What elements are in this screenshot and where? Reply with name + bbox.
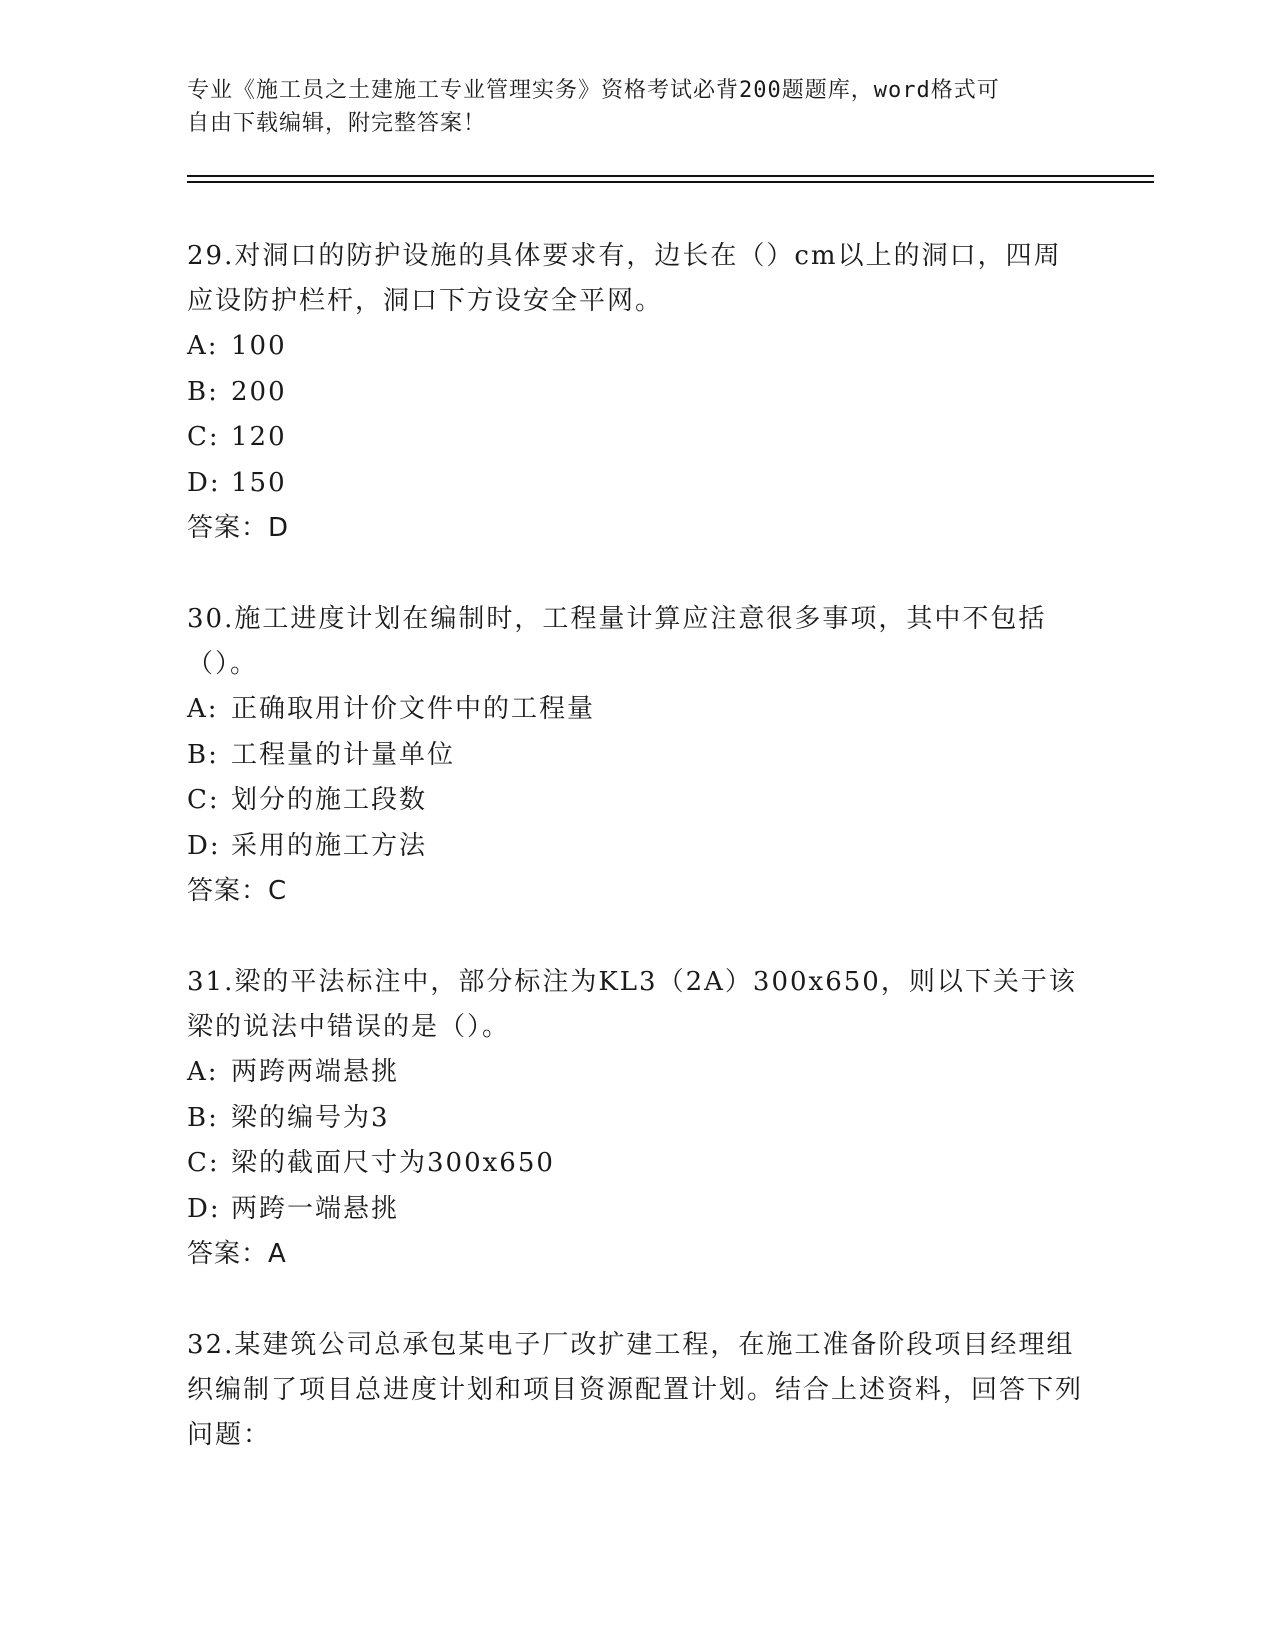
- option-letter: C:: [187, 1148, 220, 1178]
- option-text: 150: [231, 467, 287, 498]
- option-c: [187, 1141, 1087, 1187]
- question-31: [187, 960, 1087, 1277]
- option-letter: C:: [187, 422, 220, 452]
- option-a: [187, 687, 1087, 733]
- option-d: [187, 461, 1087, 507]
- question-29: [187, 234, 1087, 551]
- option-text: 200: [231, 376, 287, 407]
- answer-line: 答案：C: [187, 876, 288, 906]
- option-text: 120: [231, 422, 287, 452]
- option-letter: A:: [187, 331, 219, 361]
- answer-line: 答案：A: [187, 1239, 287, 1269]
- question-stem: 32.某建筑公司总承包某电子厂改扩建工程，在施工准备阶段项目经理组织编制了项目总进度计划和项目资源配置计划。结合上述资料，回答下列问题：: [187, 1330, 1084, 1450]
- header-line-1: 专业《施工员之土建施工专业管理实务》资格考试必背200题题库，word格式可: [187, 78, 1000, 103]
- option-text: 正确取用计价文件中的工程量: [231, 694, 596, 724]
- option-letter: D:: [187, 467, 221, 498]
- option-d: [187, 824, 1087, 870]
- option-d: [187, 1187, 1087, 1233]
- option-text: 两跨两端悬挑: [231, 1057, 400, 1087]
- option-letter: A:: [187, 694, 219, 724]
- option-letter: D:: [187, 830, 221, 861]
- option-letter: D:: [187, 1193, 221, 1224]
- option-a: [187, 1050, 1087, 1096]
- option-text: 划分的施工段数: [231, 785, 428, 815]
- option-letter: B:: [187, 739, 219, 770]
- option-text: 工程量的计量单位: [231, 739, 456, 770]
- option-b: [187, 370, 1087, 416]
- option-b: [187, 1096, 1087, 1142]
- header-line-2: 自由下载编辑，附完整答案！: [187, 111, 487, 136]
- option-letter: C:: [187, 785, 220, 815]
- answer-line: 答案：D: [187, 513, 290, 543]
- option-letter: B:: [187, 1102, 219, 1133]
- option-letter: A:: [187, 1057, 219, 1087]
- option-letter: B:: [187, 376, 219, 407]
- header-divider-bottom: [187, 181, 1154, 183]
- header-divider-top: [187, 175, 1154, 177]
- option-text: 两跨一端悬挑: [231, 1193, 400, 1224]
- question-stem: 31.梁的平法标注中，部分标注为KL3（2A）300x650，则以下关于该梁的说法中错误的是（）。: [187, 967, 1077, 1042]
- question-stem: 30.施工进度计划在编制时，工程量计算应注意很多事项，其中不包括（）。: [187, 604, 1047, 679]
- option-c: [187, 778, 1087, 824]
- option-text: 采用的施工方法: [231, 830, 428, 861]
- question-30: [187, 597, 1087, 914]
- option-text: 梁的编号为3: [231, 1102, 390, 1133]
- option-b: [187, 733, 1087, 779]
- question-stem: 29.对洞口的防护设施的具体要求有，边长在（）cm以上的洞口，四周应设防护栏杆，洞口下方设安全平网。: [187, 241, 1062, 316]
- option-text: 梁的截面尺寸为300x650: [231, 1148, 555, 1178]
- option-a: [187, 324, 1087, 370]
- option-text: 100: [231, 331, 287, 361]
- question-32: [187, 1323, 1087, 1458]
- option-c: [187, 415, 1087, 461]
- document-header: [187, 74, 1087, 140]
